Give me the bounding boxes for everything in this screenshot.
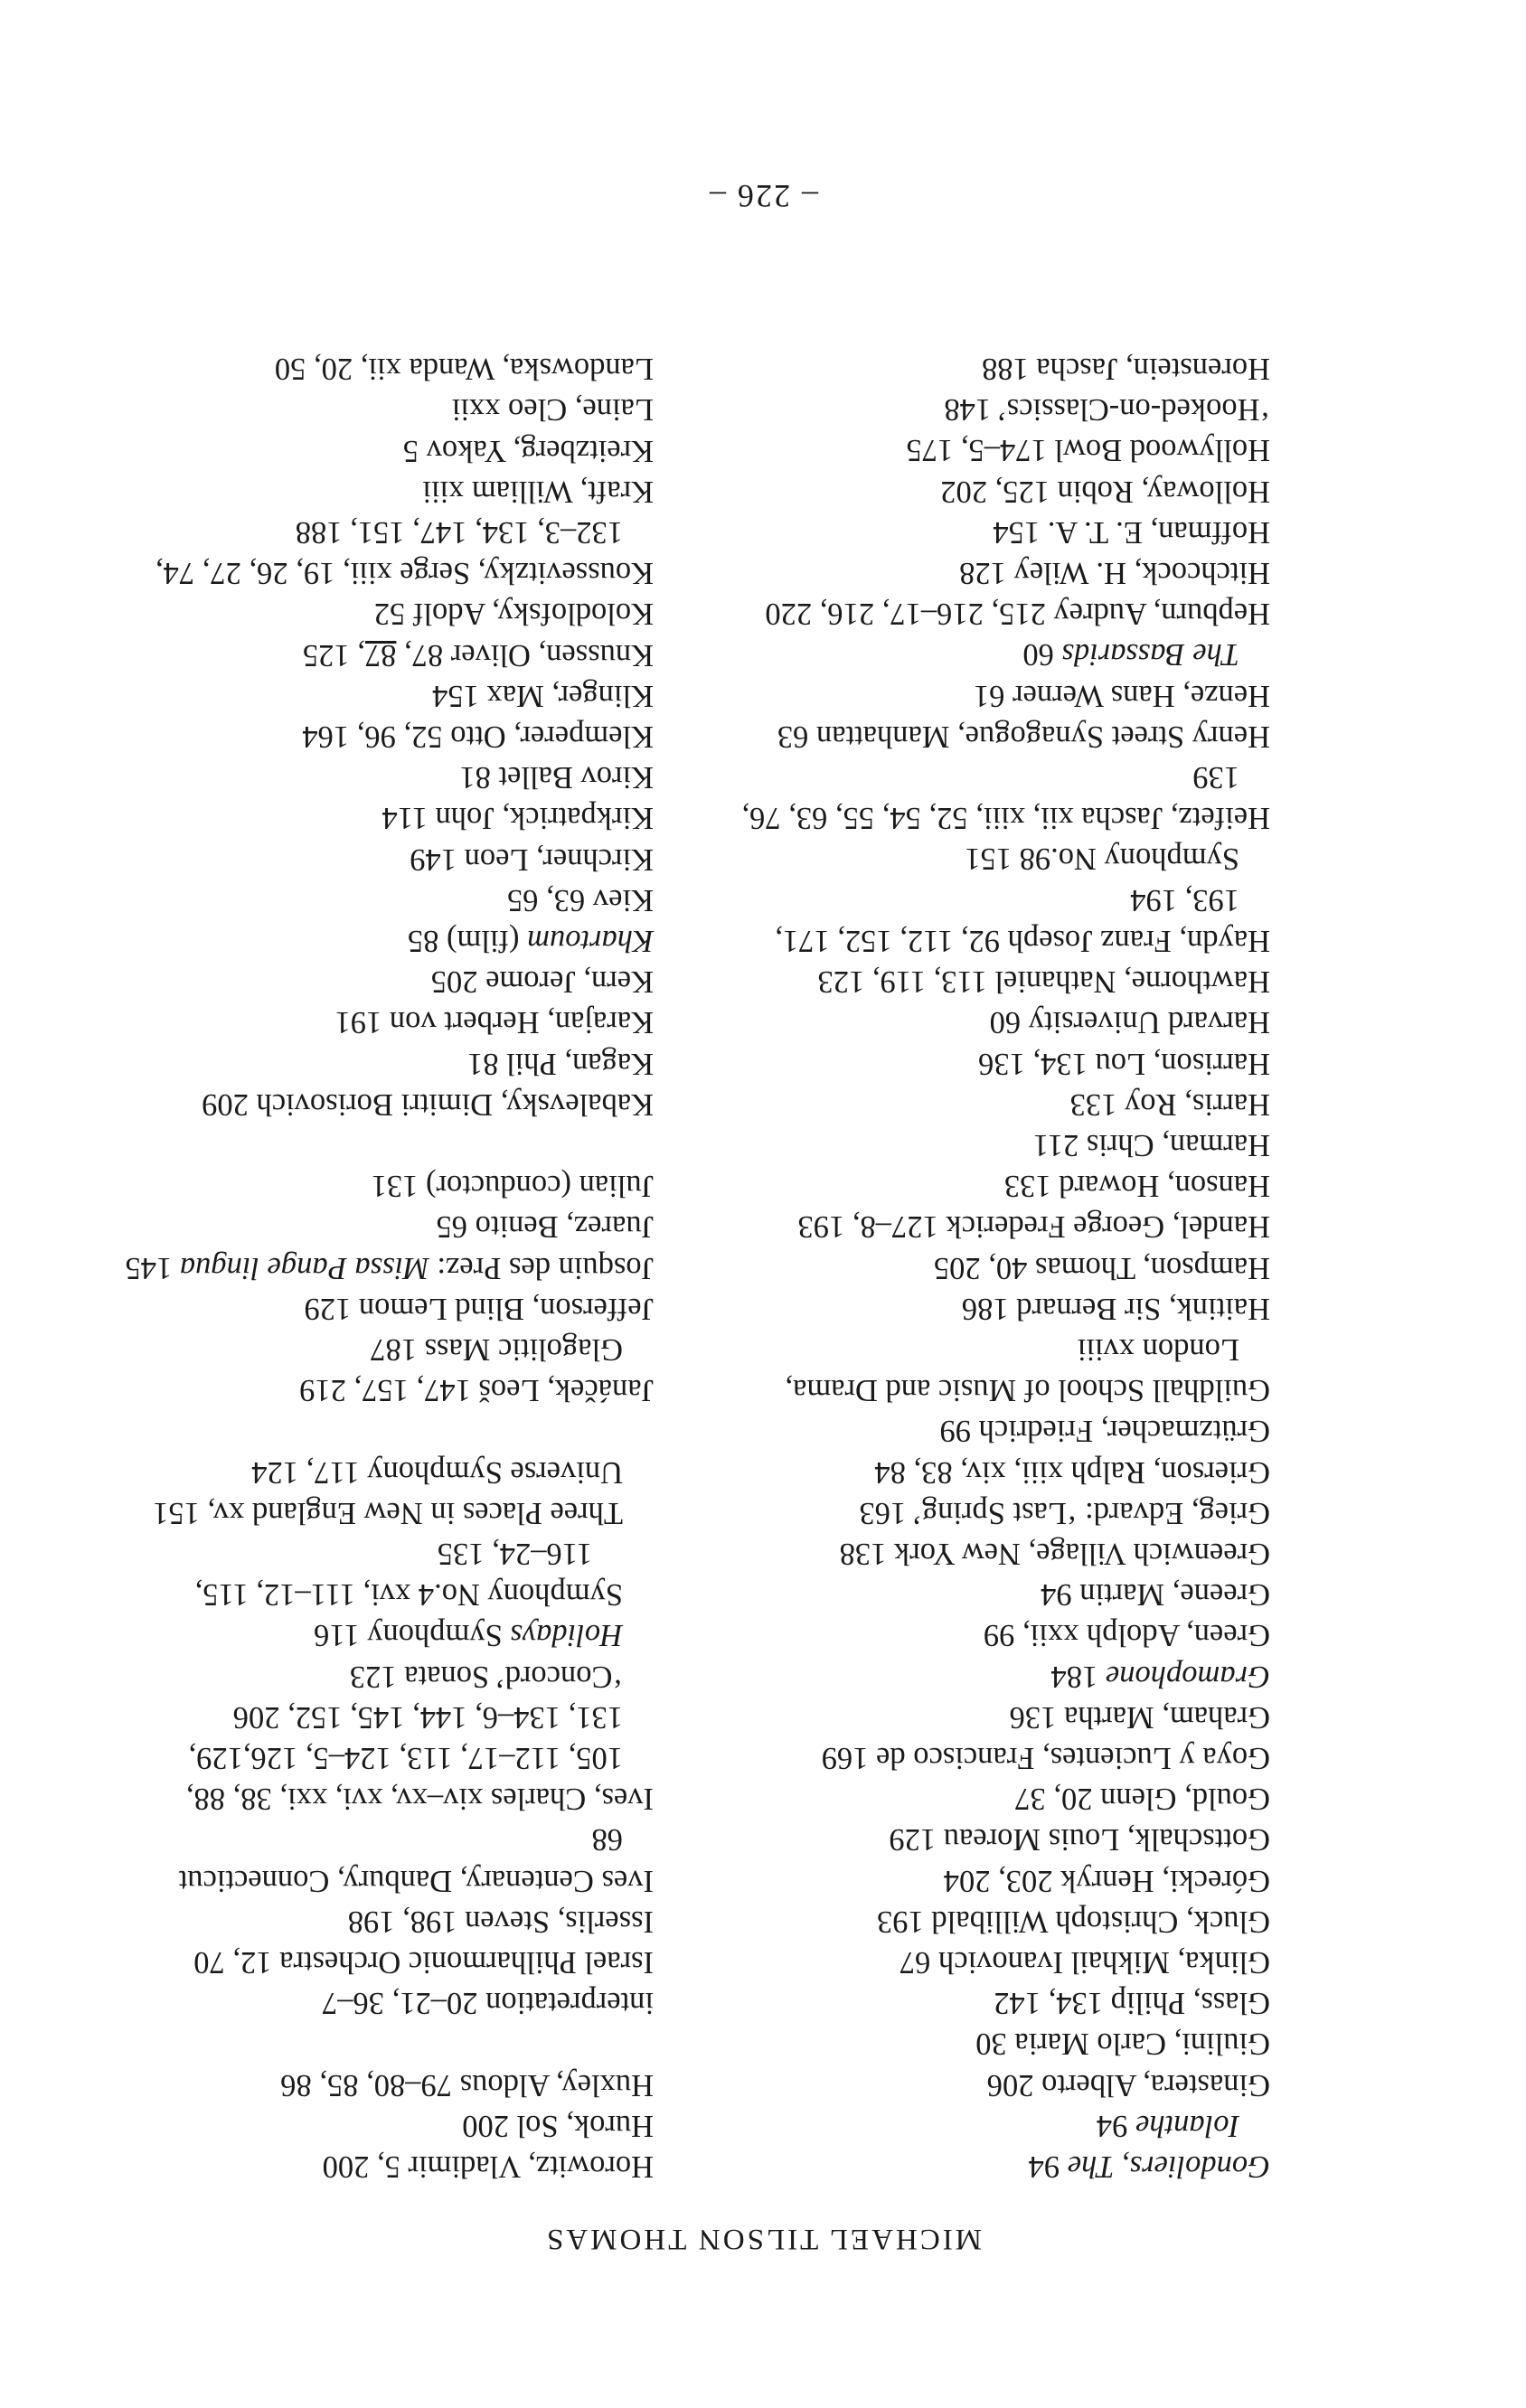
index-entry (637, 1042, 1270, 1083)
entry-text: Hurok, Sol 200 (462, 2108, 654, 2143)
entry-text: Grierson, Ralph xiii, xiv, 83, 84 (874, 1454, 1270, 1490)
entry-text: Josquin des Prez: (429, 1250, 654, 1285)
index-entry (637, 348, 1270, 389)
index-entry (637, 634, 1270, 674)
index-entry (21, 879, 654, 920)
index-entry (21, 1901, 654, 1942)
index-entry (21, 1942, 654, 1982)
index-entry (637, 1614, 1270, 1655)
entry-text: Ives, Charles xiv–xv, xvi, xxi, 38, 88, (185, 1782, 654, 1817)
entry-text: Klinger, Max 154 (432, 678, 654, 713)
entry-underlined-page: 87 (364, 637, 397, 673)
entry-text: Harman, Chris 211 (1032, 1127, 1270, 1162)
index-entry (21, 1329, 654, 1369)
entry-text: Haitink, Sir Bernard 186 (961, 1291, 1270, 1326)
entry-text: Holloway, Robin 125, 202 (940, 474, 1270, 509)
entry-text: Gould, Glenn 20, 37 (1014, 1782, 1270, 1817)
index-entry (637, 920, 1270, 961)
entry-text: Horenstein, Jascha 188 (981, 352, 1270, 387)
index-entry (637, 1369, 1270, 1410)
index-entry (21, 1206, 654, 1246)
entry-text: Laine, Cleo xxii (451, 392, 654, 428)
entry-text: Horowitz, Vladimir 5, 200 (322, 2149, 654, 2184)
entry-text: Kirkpatrick, John 114 (382, 801, 654, 836)
index-entry (637, 1206, 1270, 1246)
entry-text: Goya y Lucientes, Francisco de 169 (821, 1740, 1270, 1775)
index-entry (21, 1246, 654, 1287)
section-gap (21, 1124, 654, 1165)
index-entry (21, 1084, 654, 1124)
index-entry (21, 348, 654, 389)
index-entry (637, 389, 1270, 429)
entry-text: 132–3, 134, 147, 151, 188 (295, 514, 623, 550)
entry-text: Kraft, William xiii (422, 474, 654, 509)
index-entry (21, 1492, 654, 1533)
index-entry (637, 757, 1270, 797)
index-entry (21, 2105, 654, 2146)
index-entry (637, 1246, 1270, 1287)
index-column-right (21, 348, 654, 2187)
entry-text: Symphony No.4 xvi, 111–12, 115, (194, 1577, 623, 1613)
index-entry (637, 1451, 1270, 1491)
entry-text: Hampson, Thomas 40, 205 (933, 1250, 1270, 1285)
index-entry (21, 1533, 654, 1574)
index-entry (637, 2105, 1270, 2146)
entry-text: Julian (conductor) 131 (371, 1169, 654, 1204)
index-entry (21, 1369, 654, 1410)
index-entry (637, 1942, 1270, 1982)
index-entry (637, 1819, 1270, 1859)
index-entry (21, 1859, 654, 1900)
entry-text: 131, 134–6, 144, 145, 152, 206 (232, 1699, 623, 1735)
entry-text: Hollywood Bowl 174–5, 175 (906, 433, 1270, 468)
entry-text: Henry Street Synagogue, Manhattan 63 (777, 719, 1270, 754)
entry-text: Harrison, Lou 134, 136 (978, 1046, 1270, 1081)
index-entry (637, 512, 1270, 552)
entry-text: Koussevitzky, Serge xiii, 19, 26, 27, 74, (155, 556, 654, 591)
entry-text: Glagolitic Mass 187 (370, 1331, 623, 1367)
index-entry (637, 593, 1270, 634)
index-entry (637, 470, 1270, 511)
entry-pages: (film) 85 (407, 923, 528, 958)
entry-text: Henze, Hans Werner 61 (973, 678, 1270, 713)
index-entry (637, 1982, 1270, 2023)
entry-pages: 60 (1022, 637, 1062, 673)
entry-pages: , 125 (302, 637, 365, 673)
entry-text: Glinka, Mikhail Ivanovich 67 (899, 1944, 1270, 1980)
index-entry (637, 1165, 1270, 1206)
entry-text: Greenwich Village, New York 138 (839, 1536, 1270, 1571)
entry-text: Knussen, Oliver 87, (396, 637, 654, 673)
entry-text: Janáček, Leoš 147, 157, 219 (299, 1373, 654, 1408)
index-entry (637, 2064, 1270, 2104)
index-entry (21, 1042, 654, 1083)
index-entry (637, 1084, 1270, 1124)
entry-text: Three Places in New England xv, 151 (153, 1495, 623, 1530)
index-entry (21, 1002, 654, 1042)
index-entry (637, 1124, 1270, 1165)
page-number: – 226 – (708, 178, 818, 214)
index-entry (637, 1901, 1270, 1942)
index-entry (637, 716, 1270, 757)
index-entry (21, 512, 654, 552)
index-entry (21, 389, 654, 429)
index-entry (637, 1737, 1270, 1778)
entry-text: Hepburn, Audrey 215, 216–17, 216, 220 (765, 597, 1270, 632)
index-entry (637, 1002, 1270, 1042)
entry-italic-title: Holidays (510, 1618, 623, 1653)
entry-text: Kabalevsky, Dimitri Borisovich 209 (202, 1086, 654, 1122)
entry-text: Gluck, Christoph Willibald 193 (877, 1904, 1270, 1939)
index-entry (637, 674, 1270, 715)
entry-text: Kreitzberg, Yakov 5 (402, 433, 654, 468)
entry-italic-title: The Bassarids (1061, 637, 1239, 673)
entry-text: Universe Symphony 117, 124 (251, 1454, 623, 1490)
index-entry (637, 1655, 1270, 1696)
entry-text: 116–24, 135 (437, 1536, 592, 1571)
entry-text: Greene, Martin 94 (1041, 1577, 1270, 1613)
index-entry (637, 1410, 1270, 1451)
index-entry (637, 1533, 1270, 1574)
index-entry (637, 1697, 1270, 1737)
entry-italic-title: Gondoliers, The (1067, 2149, 1270, 2184)
entry-pages: 94 (1028, 2149, 1068, 2184)
index-entry (21, 961, 654, 1002)
index-entry (637, 1859, 1270, 1900)
entry-text: Symphony No.98 151 (965, 842, 1239, 877)
index-entry (637, 429, 1270, 470)
entry-text: Gottschalk, Louis Moreau 129 (889, 1822, 1270, 1858)
index-entry (21, 797, 654, 838)
index-entry (637, 1288, 1270, 1329)
entry-text: Karajan, Herbert von 191 (334, 1005, 654, 1040)
index-entry (21, 1737, 654, 1778)
index-entry (21, 1574, 654, 1614)
entry-text: Handel, George Frederick 127–8, 193 (797, 1209, 1270, 1245)
index-entry (21, 920, 654, 961)
entry-text: Kolodlofsky, Adolf 52 (373, 597, 654, 632)
index-entry (637, 961, 1270, 1002)
entry-text: Kern, Jerome 205 (430, 964, 654, 1000)
entry-text: Klemperer, Otto 52, 96, 164 (302, 719, 654, 754)
entry-text: Guildhall School of Music and Drama, (785, 1373, 1270, 1408)
index-entry (637, 552, 1270, 593)
entry-text: Harris, Roy 133 (1069, 1086, 1270, 1122)
entry-text: Jefferson, Blind Lemon 129 (304, 1291, 654, 1326)
entry-text: Green, Adolph xxii, 99 (983, 1618, 1270, 1653)
entry-pages: 145 (125, 1250, 180, 1285)
entry-text: Isserlis, Steven 198, 198 (347, 1904, 654, 1939)
entry-italic-title: Gramophone (1105, 1659, 1270, 1694)
entry-text: Ives Centenary, Danbury, Connecticut (178, 1863, 654, 1898)
entry-text: Israel Philharmonic Orchestra 12, 70 (193, 1945, 654, 1980)
index-entry (21, 2064, 654, 2104)
entry-italic-title: Iolanthe (1135, 2108, 1239, 2143)
entry-text: 193, 194 (1130, 882, 1239, 917)
section-gap (21, 1410, 654, 1451)
index-entry (21, 1778, 654, 1819)
index-entry (21, 1819, 654, 1859)
running-head: MICHAEL TILSON THOMAS (543, 2223, 983, 2255)
entry-text: Grieg, Edvard: ‘Last Spring’ 163 (859, 1495, 1270, 1530)
index-entry (21, 1655, 654, 1696)
index-entry (21, 675, 654, 716)
entry-text: Górecki, Henryk 203, 204 (943, 1863, 1270, 1898)
index-entry (637, 2023, 1270, 2064)
entry-text: 105, 112–17, 113, 124–5, 126,129, (188, 1740, 623, 1775)
index-entry (21, 716, 654, 757)
index-entry (637, 1778, 1270, 1819)
index-entry (21, 1165, 654, 1206)
entry-text: Harvard University 60 (989, 1005, 1270, 1040)
entry-text: ‘Hooked-on-Classics’ 148 (944, 392, 1270, 428)
entry-text: Juarez, Benito 65 (436, 1209, 654, 1245)
entry-pages: 94 (1096, 2108, 1136, 2143)
index-entry (637, 879, 1270, 920)
entry-text: Hoffman, E. T. A. 154 (993, 514, 1270, 550)
index-entry (637, 838, 1270, 879)
index-entry (21, 429, 654, 470)
entry-text: Ginastera, Alberto 206 (986, 2067, 1270, 2102)
index-entry (21, 2146, 654, 2187)
entry-text: Kagan, Phil 81 (466, 1046, 654, 1081)
entry-italic-title: Missa Pange lingua (179, 1250, 429, 1285)
section-gap (21, 2023, 654, 2064)
index-entry (637, 2146, 1270, 2187)
entry-text: Hawthorne, Nathaniel 113, 119, 123 (817, 964, 1270, 1000)
index-entry (21, 552, 654, 593)
index-entry (637, 1492, 1270, 1533)
index-entry (21, 593, 654, 634)
entry-pages: 184 (1050, 1659, 1106, 1694)
entry-text: Haydn, Franz Joseph 92, 112, 152, 171, (775, 923, 1270, 958)
entry-text: London xviii (1077, 1331, 1239, 1367)
entry-text: Huxley, Aldous 79–80, 85, 86 (280, 2067, 654, 2102)
entry-text: Hitchcock, H. Wiley 128 (959, 556, 1270, 591)
index-entry (21, 1451, 654, 1491)
entry-text: ‘Concord’ Sonata 123 (349, 1659, 623, 1694)
entry-text: Kiev 63, 65 (507, 882, 654, 917)
index-entry (637, 797, 1270, 838)
entry-text: 68 (591, 1822, 623, 1858)
entry-italic-title: Khartoum (527, 923, 654, 958)
index-entry (21, 634, 654, 674)
entry-text: Landowska, Wanda xii, 20, 50 (274, 352, 654, 387)
entry-text: Kirchner, Leon 149 (410, 842, 654, 877)
entry-text: Hanson, Howard 133 (1003, 1169, 1270, 1204)
index-entry (21, 838, 654, 879)
index-entry (21, 1697, 654, 1737)
index-entry (21, 757, 654, 797)
index-entry (637, 1574, 1270, 1614)
index-entry (21, 1982, 654, 2023)
entry-pages: Symphony 116 (314, 1618, 511, 1653)
entry-text: Giulini, Carlo Maria 30 (975, 2027, 1270, 2062)
index-entry (21, 471, 654, 512)
entry-text: Grützmacher, Friedrich 99 (939, 1414, 1270, 1449)
index-entry (21, 1614, 654, 1655)
index-entry (637, 1329, 1270, 1369)
entry-text: Glass, Philip 134, 142 (994, 1986, 1270, 2021)
entry-text: Heifetz, Jascha xii, xiii, 52, 54, 55, 63, 76, (741, 801, 1270, 836)
entry-text: Kirov Ballet 81 (459, 760, 654, 795)
entry-text: 139 (1192, 760, 1239, 795)
index-column-left (637, 348, 1270, 2187)
entry-text: interpretation 20–21, 36–7 (322, 1986, 654, 2021)
index-entry (21, 1288, 654, 1329)
entry-text: Graham, Martha 136 (1009, 1699, 1270, 1735)
